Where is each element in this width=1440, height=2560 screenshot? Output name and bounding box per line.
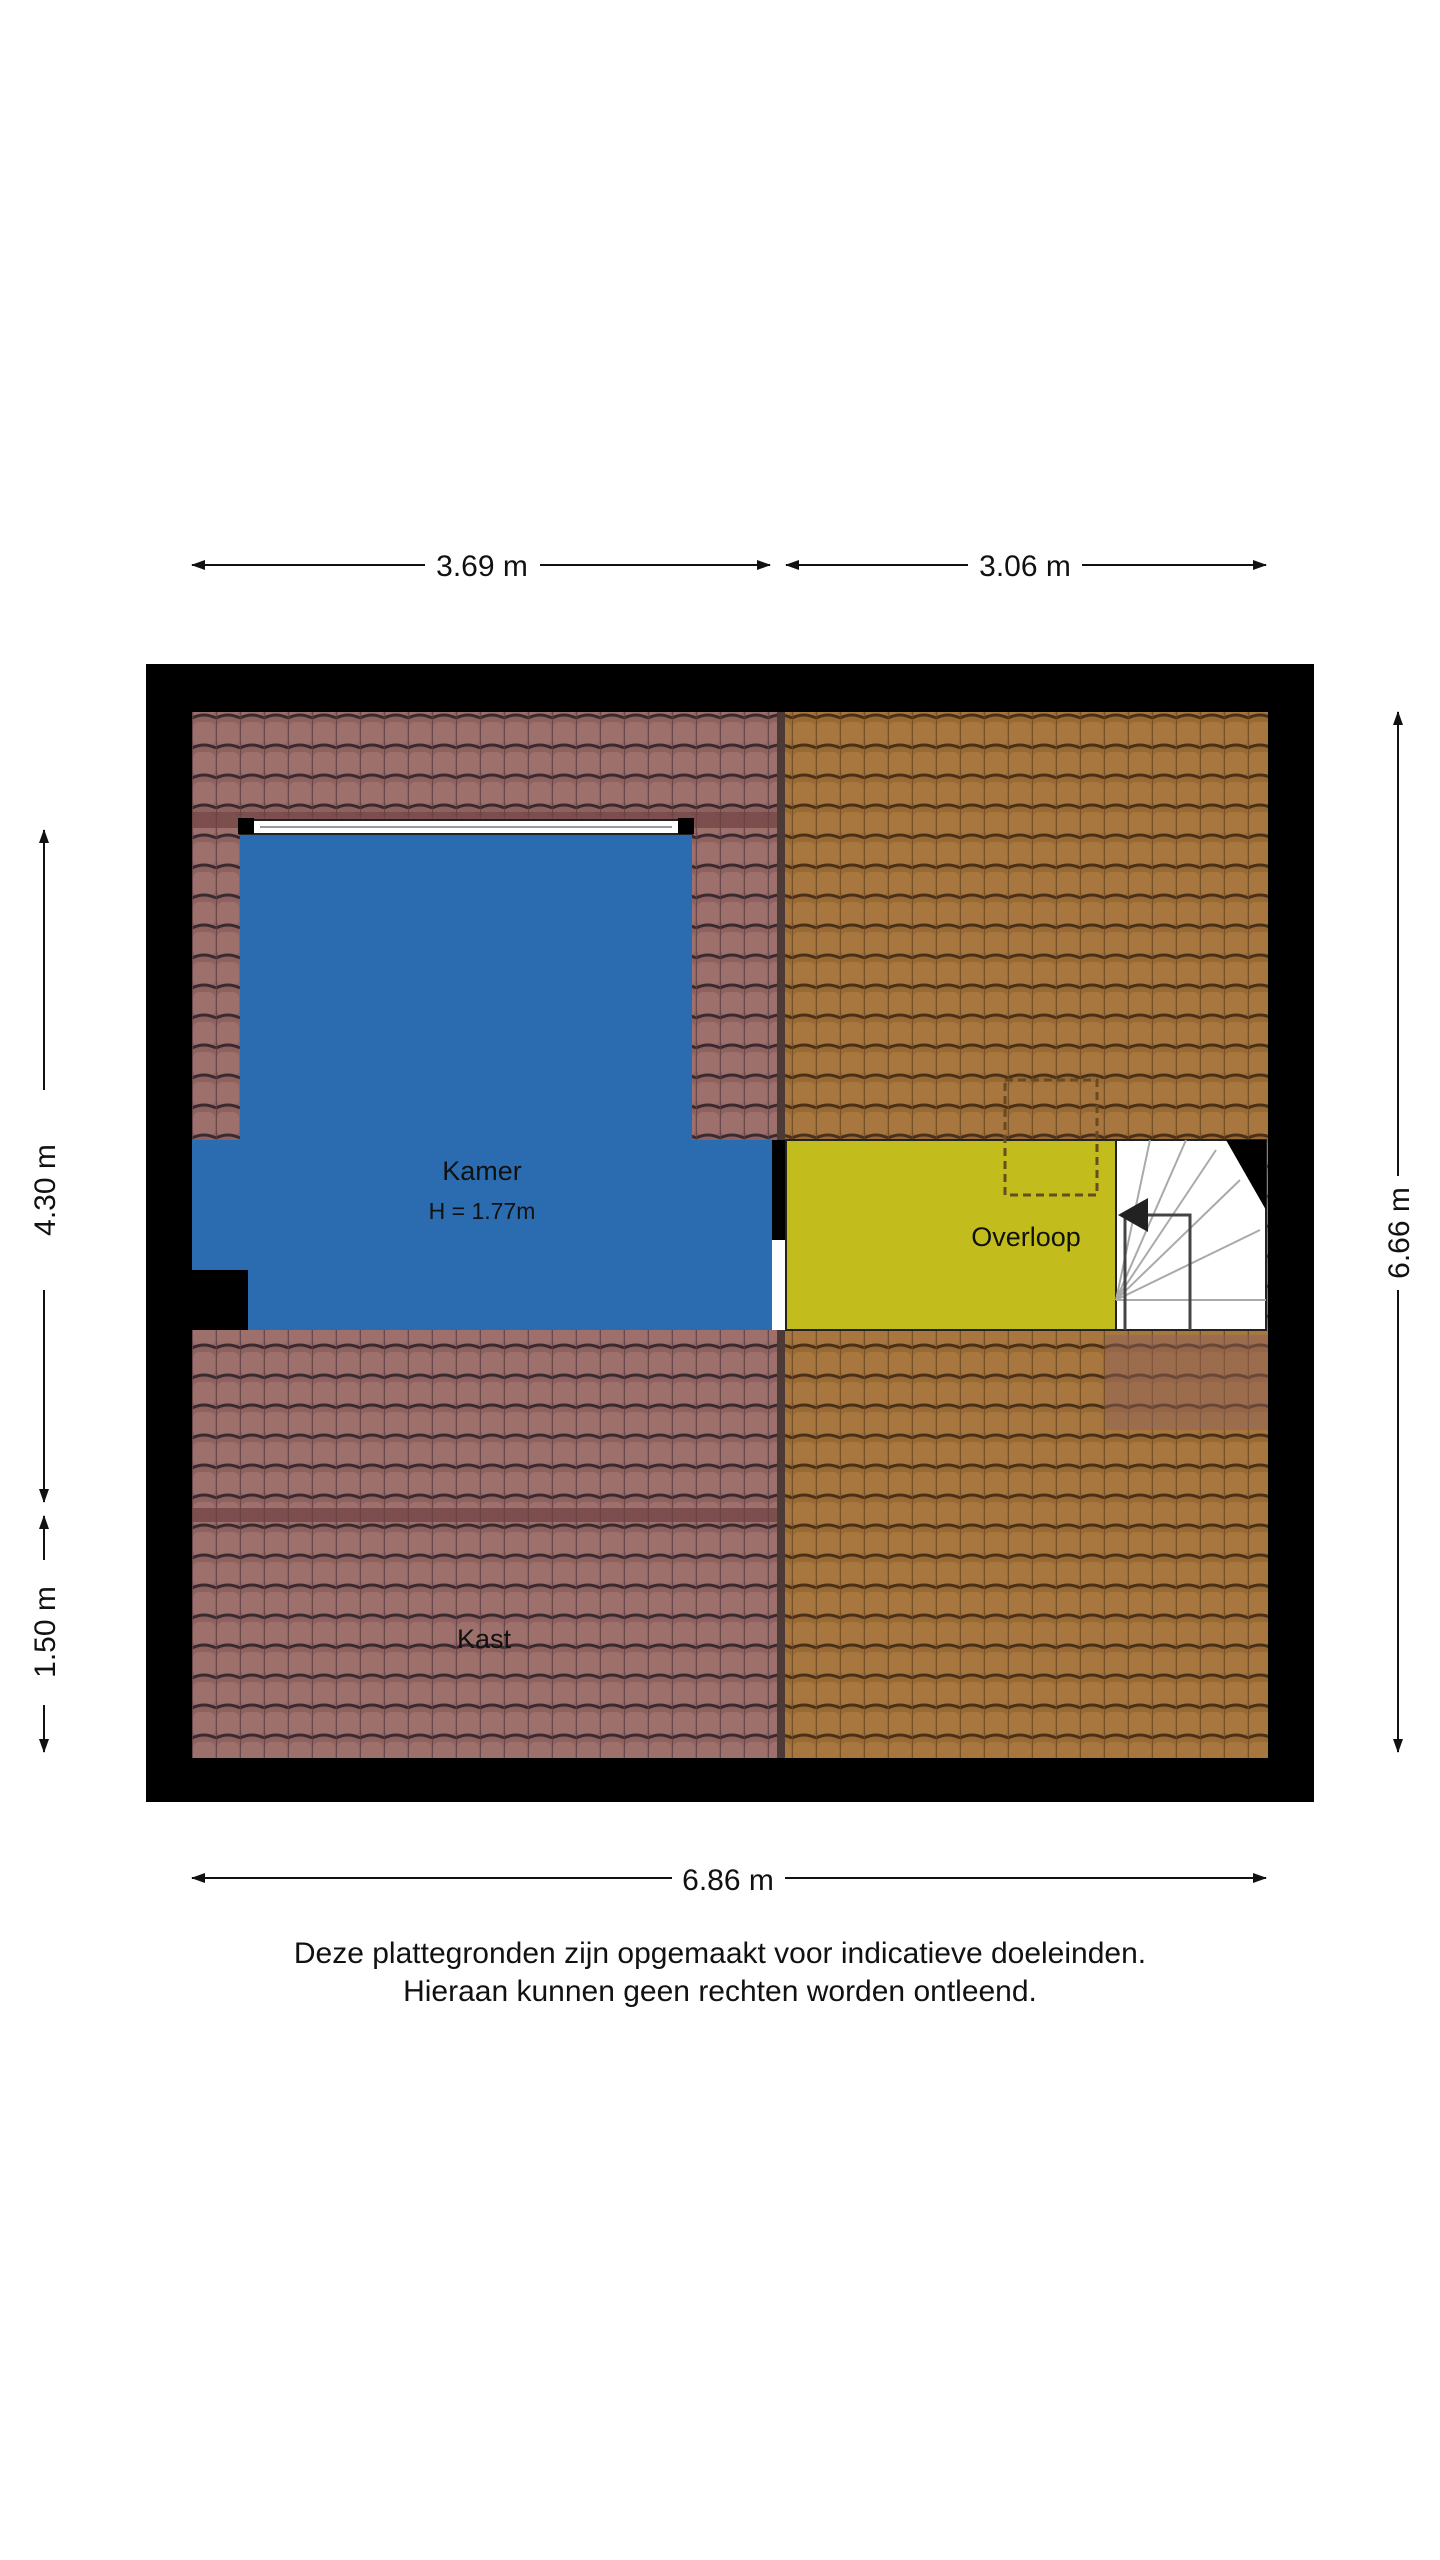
disclaimer-line-1: Deze plattegronden zijn opgemaakt voor indicatieve doeleinden. [293, 1937, 1147, 1970]
doorway [772, 1240, 786, 1330]
dim-top-right [786, 550, 1266, 583]
window-post-left [238, 818, 254, 834]
disclaimer [0, 1935, 1440, 2011]
kamer-label: Kamer [442, 1156, 522, 1186]
kamer-room [192, 834, 772, 1330]
dim-top-left [192, 550, 770, 583]
staircase [1116, 1140, 1266, 1330]
dim-left-upper-label: 4.30 m [29, 1144, 62, 1236]
dim-left-lower-label: 1.50 m [29, 1586, 62, 1678]
partition-wall [772, 1140, 786, 1240]
chimney-block [192, 1270, 248, 1330]
dim-right-total-label: 6.66 m [1383, 1187, 1416, 1279]
dim-right-total [1383, 712, 1416, 1752]
dim-bottom-total [192, 1864, 1266, 1897]
dim-top-right-label: 3.06 m [979, 550, 1071, 583]
dim-top-left-label: 3.69 m [436, 550, 528, 583]
dim-bottom-total-label: 6.86 m [682, 1864, 774, 1897]
window-post-right [678, 818, 694, 834]
disclaimer-line-2: Hieraan kunnen geen rechten worden ontleend. [403, 1975, 1037, 2008]
dim-left-lower [29, 1516, 62, 1752]
roof-beam-lower [192, 1508, 777, 1522]
overloop-label: Overloop [971, 1222, 1081, 1252]
kast-label: Kast [456, 1624, 512, 1654]
roof-overlay [1105, 1335, 1268, 1430]
kamer-height: H = 1.77m [428, 1198, 536, 1224]
dim-left-upper [29, 830, 62, 1502]
